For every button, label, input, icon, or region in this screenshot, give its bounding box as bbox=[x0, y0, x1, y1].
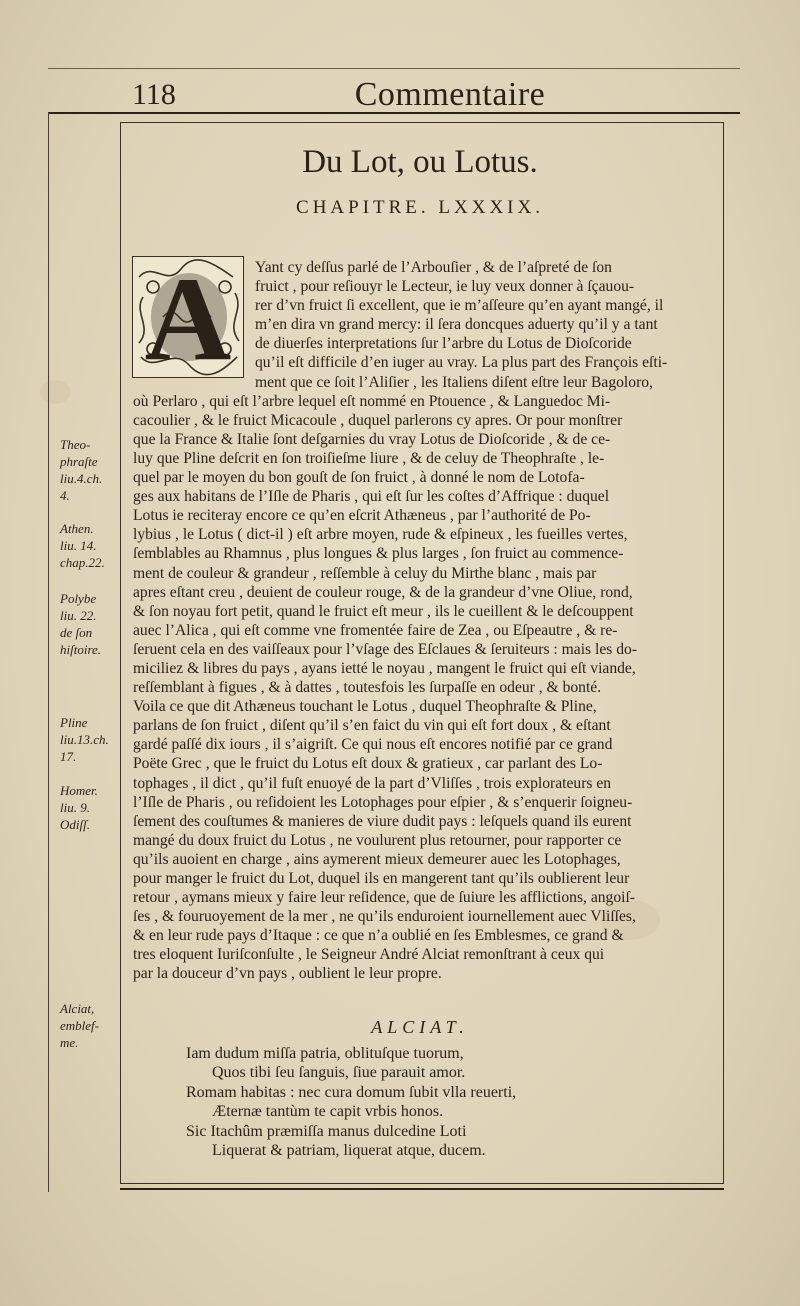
marginal-note-line: Pline bbox=[60, 715, 88, 730]
body-line: ſes , & fouruoyement de la mer , ne qu’ils enduroient iournellement auec Vliſſes, bbox=[133, 908, 636, 926]
marginal-note-line: 4. bbox=[60, 488, 70, 503]
body-line: qu’ils auoient en charge , ains aymerent mieux demeurer auec les Lotophages, bbox=[133, 850, 621, 868]
marginal-note-line: hiſtoire. bbox=[60, 642, 102, 657]
body-line: miciliez & libres du pays , ayans ietté le noyau , mangent le fruict qui eſt viande, bbox=[133, 659, 636, 677]
body-line: tophages , il dict , qu’il fuſt enuoyé de la part d’Vliſſes , trois explorateurs en bbox=[133, 774, 612, 792]
marginal-note bbox=[60, 714, 120, 765]
verse-line: Quos tibi ſeu ſanguis, ſiue parauit amor. bbox=[212, 1064, 466, 1082]
page-number: 118 bbox=[132, 78, 176, 111]
running-head: Commentaire bbox=[354, 76, 546, 113]
verse-line: Æternæ tantùm te capit vrbis honos. bbox=[212, 1103, 444, 1121]
body-line: ſemblables au Rhamnus , plus longues & plus larges , ſon fruict au commence- bbox=[133, 545, 624, 563]
body-line: retour , aymans mieux y faire leur reſidence, que de ſuiure les afflictions, angoiſ- bbox=[133, 889, 635, 907]
marginal-note-line: liu. 9. bbox=[60, 800, 90, 815]
marginal-note-line: 17. bbox=[60, 749, 77, 764]
emblem-verse bbox=[186, 1044, 686, 1160]
marginal-note-line: Odiſſ. bbox=[60, 817, 90, 832]
verse-line: Romam habitas : nec cura domum ſubit vlla reuerti, bbox=[186, 1083, 517, 1101]
body-line: & en leur rude pays d’Itaque : ce que n’a oublié en ſes Emblesmes, ce grand & bbox=[133, 927, 624, 945]
body-line: qu’il eſt difficile d’en iuger au vray. La plus part des François eſti- bbox=[255, 354, 668, 372]
marginal-note-line: me. bbox=[60, 1035, 79, 1050]
body-line: lybius , le Lotus ( dict-il ) eſt arbre moyen, rude & eſpineux , les fueilles vertes, bbox=[133, 526, 628, 544]
verse-line: Iam dudum miſſa patria, oblituſque tuorum, bbox=[186, 1045, 464, 1062]
marginal-note-line: liu.13.ch. bbox=[60, 732, 109, 747]
marginal-note-line: Athen. bbox=[60, 521, 94, 536]
header-rule bbox=[48, 112, 740, 114]
marginal-note bbox=[60, 436, 120, 504]
marginal-note-line: liu.4.ch. bbox=[60, 471, 103, 486]
body-line: luy que Pline deſcrit en ſon troiſieſme liure , & de celuy de Theophraſte , le- bbox=[133, 449, 605, 467]
body-line: par la douceur d’vn pays , oublient le leur propre. bbox=[133, 965, 442, 983]
body-line: & ſon noyau fort petit, quand le fruict eſt meur , ils le cueillent & le deſcouppent bbox=[133, 602, 634, 620]
marginal-note-line: chap.22. bbox=[60, 555, 105, 570]
body-line: que la France & Italie ſont deſgarnies du vray Lotus de Dioſcoride , & de ce- bbox=[133, 430, 611, 448]
body-line: ſeruent cela en des vaiſſeaux pour l’vſage des Eſclaues & ſeruiteurs : mais les do- bbox=[133, 640, 638, 658]
body-line: ſement des couſtumes & manieres de viure dudit pays : leſquels quand ils eurent bbox=[133, 812, 632, 830]
chapter-title: Du Lot, ou Lotus. bbox=[302, 144, 538, 180]
body-line: l’Iſle de Pharis , ou reſidoient les Lotophages pour eſpier , & s’enquerir ſoigneu- bbox=[133, 793, 633, 811]
marginal-note bbox=[60, 1000, 120, 1051]
body-line: parlans de ſon fruict , diſent qu’il s’en faict du vin qui eſt fort doux , & eſtant bbox=[133, 717, 611, 735]
text-frame-bottom-rule bbox=[120, 1188, 724, 1190]
body-line: ment que ce ſoit l’Aliſier , les Italiens diſent eſtre leur Bagoloro, bbox=[255, 373, 653, 391]
body-text bbox=[133, 258, 713, 984]
body-line: reſſemblant à figues , & à dattes , toutesfois les ſurpaſſe en odeur , & bonté. bbox=[133, 679, 602, 697]
body-line: où Perlaro , qui eſt l’arbre lequel eſt nommé en Ptouence , & Languedoc Mi- bbox=[133, 392, 611, 410]
body-line: Poëte Grec , que le fruict du Lotus eſt doux & gratieux , car parlant des Lo- bbox=[133, 755, 603, 773]
emblem-heading: ALCIAT. bbox=[371, 1017, 469, 1037]
body-line: Voila ce que dit Athæneus touchant le Lotus , duquel Theophraſte & Pline, bbox=[133, 698, 597, 716]
body-line: ment de couleur & grandeur , reſſemble à celuy du Mirthe blanc , mais par bbox=[133, 564, 597, 582]
marginal-note-line: emblef- bbox=[60, 1018, 99, 1033]
body-line: auec l’Alica , qui eſt comme vne fromentée faire de Zea , ou Eſpeautre , & re- bbox=[133, 621, 618, 639]
body-line: m’en dira vn grand mercy: il ſera doncques aduerty qu’il y a tant bbox=[255, 316, 658, 334]
verse-line: Liquerat & patriam, liquerat atque, ducem. bbox=[212, 1142, 486, 1160]
marginal-notes bbox=[60, 0, 120, 1306]
marginal-note-line: Theo- bbox=[60, 437, 91, 452]
body-line: quel par le moyen du bon gouſt de ſon fruict , à donné le nom de Lotofa- bbox=[133, 469, 585, 487]
marginal-note-line: liu. 14. bbox=[60, 538, 97, 553]
marginal-note bbox=[60, 782, 120, 833]
marginal-note-line: Homer. bbox=[60, 783, 98, 798]
marginal-note-line: de ſon bbox=[60, 625, 93, 640]
body-line: apres eſtant creu , deuient de couleur rouge, & de la grandeur d’vne Oliue, rond, bbox=[133, 583, 633, 601]
marginal-note bbox=[60, 590, 120, 658]
verse-line: Sic Itachûm præmiſſa manus dulcedine Loti bbox=[186, 1122, 467, 1140]
body-line: pour manger le fruict du Lot, duquel ils en mangerent tant qu’ils oublierent leur bbox=[133, 870, 630, 887]
marginal-note-line: liu. 22. bbox=[60, 608, 97, 623]
body-line: gardé paſſé dix iours , il s’aigriſt. Ce qui nous eſt encores notifié par ce grand bbox=[133, 736, 613, 754]
marginal-note-line: phraſte bbox=[60, 454, 98, 469]
body-line: fruict , pour reſiouyr le Lecteur, ie luy veux donner à ſçauou- bbox=[255, 278, 635, 296]
header-top-rule bbox=[48, 68, 740, 69]
body-line: de diuerſes interpretations ſur l’arbre du Lotus de Dioſcoride bbox=[255, 335, 632, 353]
chapter-number: CHAPITRE. LXXXIX. bbox=[296, 197, 544, 218]
body-line: mangé du doux fruict du Lotus , ne voulurent plus retourner, pour rapporter ce bbox=[133, 831, 622, 849]
body-line: tres eloquent Iuriſconſulte , le Seigneur André Alciat remonſtrant à ceux qui bbox=[133, 946, 605, 964]
marginal-note bbox=[60, 520, 120, 571]
body-line: ges aux habitans de l’Iſle de Pharis , qui eſt ſur les coſtes d’Affrique : duquel bbox=[133, 488, 610, 506]
marginal-note-line: Alciat, bbox=[60, 1001, 95, 1016]
drop-cap-letter: A bbox=[144, 256, 232, 378]
body-line: Lotus ie reciteray encore ce qu’en eſcrit Athæneus , par l’authorité de Po- bbox=[133, 507, 591, 525]
margin-rule bbox=[48, 112, 49, 1192]
body-line: rer d’vn fruict ſi excellent, que ie m’aſſeure qu’en ayant mangé, il bbox=[255, 297, 664, 315]
body-line: cacoulier , & le fruict Micacoule , duquel parlerons cy apres. Or pour monſtrer bbox=[133, 411, 623, 429]
marginal-note-line: Polybe bbox=[60, 591, 97, 606]
body-line: Yant cy deſſus parlé de l’Arbouſier , & de l’aſpreté de ſon bbox=[255, 259, 612, 276]
